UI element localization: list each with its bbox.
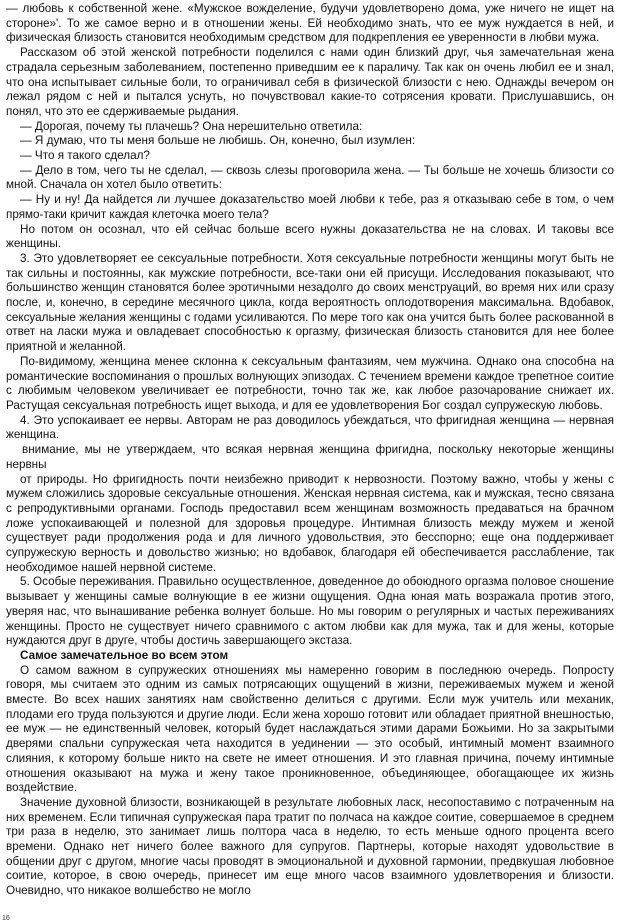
paragraph: — Ну и ну! Да найдется ли лучшее доказательство моей любви к тебе, раз я отказываю себе в том, о чем прямо-таки кричит каждая клеточка моего тела? [6, 193, 614, 221]
page-number: 16 [2, 915, 10, 922]
paragraph: — Я думаю, что ты меня больше не любишь. Он, конечно, был изумлен: [20, 134, 416, 148]
paragraph: — Дело в том, чего ты не сделал, — сквозь слезы проговорила жена. — Ты больше не хочешь близости со мной. Сначала он хотел было ответить: [6, 163, 614, 192]
paragraph: Рассказом об этой женской потребности поделился с нами один близкий друг, чья замечательная жена страдала серьезным заболеванием, постепенно приведшим ее к параличу. Так как он очень любил ее и знал, что она испытывает сильные боли, то ограничивал себя в физической близости с нею. Однажды вечером он лежал рядом с ней и пытался уснуть, но почувствовал какие-то сотрясения кровати. Прислушавшись, он понял, что это ее сдерживаемые рыдания. [6, 46, 614, 118]
paragraph: — Дорогая, почему ты плачешь? Она нерешительно ответила: [20, 119, 363, 133]
paragraph: О самом важном в супружеских отношениях мы намеренно говорим в последнюю очередь. Попросту говоря, мы считаем это одним из самых потрясающих ощущений в жизни, переживаемых мужем и женой вместе. Во всех наших занятиях нам свойственно делиться с другими. Если муж учитель или механик, плодами его труда пользуются и другие люди. Если жена хорошо готовит или обладает приятной внешностью, ее муж — не единственный человек, который будет наслаждаться этими дарами Божьими. Но за закрытыми дверями спальни супружеская чета находится в уединении — это особый, интимный момент взаимного слияния, к которому больше никто на свете не имеет отношения. И это главная причина, почему интимные отношения оказывают на мужа и жену такое проникновенное, объединяющее, обогащающее их жизнь воздействие. [6, 663, 614, 795]
paragraph: от природы. Но фригидность почти неизбежно приводит к нервозности. Поэтому важно, чтобы у жены с мужем сложились здоровые сексуальные отношения. Женская нервная система, как и мужская, тесно связана с репродуктивными органами. Господь предоставил всем женщинам возможность предаваться на брачном ложе успокаивающей и полезной для здоровья процедуре. Интимная близость между мужем и женой существует ради продолжения рода и для личного удовольствия, это бесспорно; еще она поддерживает супружескую верность и довольство жизнью; но вдобавок, благодаря ей обеспечивается расслабление, так необходимое нашей нервной системе. [6, 472, 614, 574]
section-heading: Самое замечательное во всем этом [20, 648, 229, 662]
body-text-continued [6, 664, 614, 899]
body-text [6, 2, 614, 649]
paragraph: — любовь к собственной жене. «Мужское вожделение, будучи удовлетворено дома, уже ничего не ищет на стороне»'. То же самое верно и в отношении жены. Ей необходимо знать, что ее муж нуждается в ней, и физическая близость становится необходимым средством для подкрепления ее уверенности в любви мужа. [6, 2, 614, 45]
paragraph: — Что я такого сделал? [20, 149, 150, 163]
paragraph: 4. Это успокаивает ее нервы. Авторам не раз доводилось убеждаться, что фригидная женщина — нервная женщина. [6, 413, 614, 442]
paragraph: Значение духовной близости, возникающей в результате любовных ласк, несопоставимо с потраченным на них временем. Если типичная супружеская пара тратит по полчаса на каждое соитие, совершаемое в среднем три раза в неделю, это занимает лишь полтора часа в неделю, то есть меньше одного процента всего времени. Однако нет ничего более важного для супругов. Партнеры, которые находят удовольствие в общении друг с другом, многие часы проводят в эмоциональной и духовной гармонии, предвкушая любовное соитие, которое, в свою очередь, принесет им еще много часов взаимного удовлетворения и близости. Очевидно, что никакое волшебство не могло [6, 795, 614, 898]
paragraph: 3. Это удовлетворяет ее сексуальные потребности. Хотя сексуальные потребности женщины могут быть не так сильны и постоянны, как мужские потребности, все-таки они ей присущи. Исследования показывают, что большинство женщин становятся более эротичными незадолго до своих менструаций, во время них или сразу после, и, конечно, в середине месячного цикла, когда вероятность оплодотворения максимальна. Вдобавок, сексуальные желания женщины с годами усиливаются. По мере того как она учится быть более раскованной в ответ на ласки мужа и овладевает способностью к оргазму, физическая близость становится для нее более приятной и желанной. [6, 251, 614, 354]
paragraph: внимание, мы не утверждаем, что всякая нервная женщина фригидна, поскольку некоторые женщины нервны [6, 443, 614, 471]
paragraph: 5. Особые переживания. Правильно осуществленное, доведенное до обоюдного оргазма половое сношение вызывает у женщины самые волнующие в ее жизни ощущения. Одна юная мать возражала против этого, уверяя нас, что вынашивание ребенка волнует больше. Но мы говорим о регулярных и частых переживаниях женщины. Просто не существует ничего сравнимого с актом любви как для мужа, так и для жены, которые нуждаются друг в друге, чтобы достичь завершающего экстаза. [6, 575, 614, 648]
paragraph: Но потом он осознал, что ей сейчас больше всего нужны доказательства не на словах. И таковы все женщины. [6, 222, 614, 251]
book-page [6, 2, 614, 916]
paragraph: По-видимому, женщина менее склонна к сексуальным фантазиям, чем мужчина. Однако она способна на романтические воспоминания о прошлых волнующих эпизодах. С течением времени каждое трепетное соитие с любимым человеком увеличивает ее потребности, точно так же, как любое разочарование снижает их. Растущая сексуальная потребность ищет выхода, и для ее удовлетворения Бог создал супружескую любовь. [6, 354, 614, 412]
